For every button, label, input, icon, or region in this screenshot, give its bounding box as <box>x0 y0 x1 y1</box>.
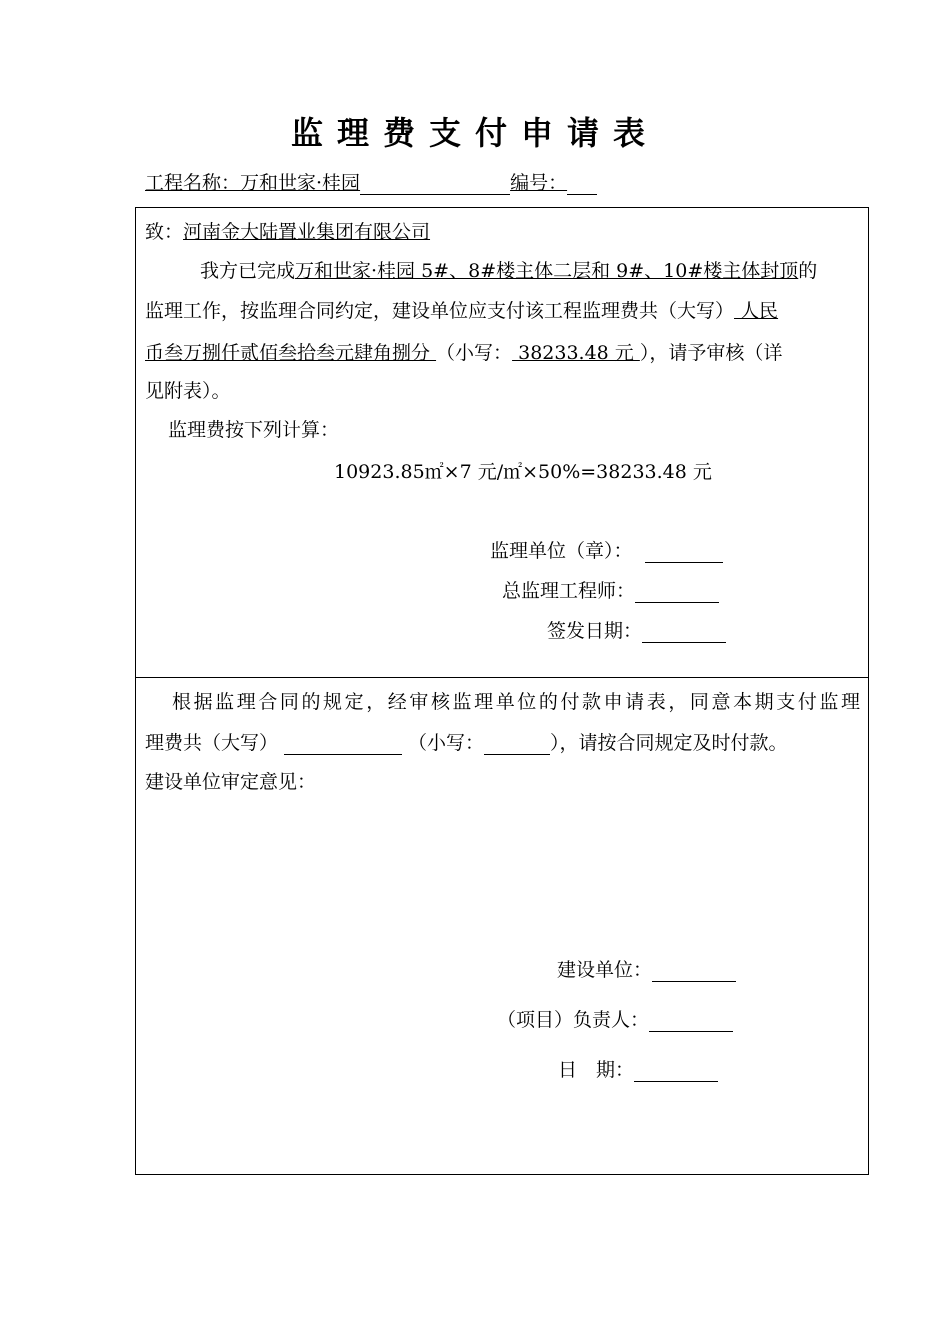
amount-upper-end: 币叁万捌仟贰佰叁拾叁元肆角捌分 <box>145 342 437 364</box>
supervision-unit-label: 监理单位（章）： <box>490 540 633 562</box>
addressee-label: 致： <box>145 221 184 243</box>
project-leader-blank <box>649 1011 733 1032</box>
supervision-unit-sign-line <box>490 539 723 563</box>
chief-engineer-blank <box>635 582 719 603</box>
approval-line-1: 根据监理合同的规定，经审核监理单位的付款申请表，同意本期支付监理 <box>172 691 860 713</box>
p2-text: 监理工作，按监理合同约定，建设单位应支付该工程监理费共（大写） <box>145 300 735 322</box>
approval-post: ），请按合同规定及时付款。 <box>550 732 788 754</box>
calc-label: 监理费按下列计算： <box>168 419 340 441</box>
issue-date-label: 签发日期： <box>547 620 643 642</box>
supervision-unit-blank <box>645 542 723 563</box>
approval-upper-blank <box>284 734 402 755</box>
approval-opinion-label: 建设单位审定意见： <box>145 771 317 793</box>
project-number-label: 编号： <box>510 172 568 194</box>
project-name-value: 万和世家·桂园 <box>240 172 361 194</box>
project-line <box>145 168 597 195</box>
construction-unit-sign-line <box>557 958 736 982</box>
amount-upper-start: 人民 <box>734 300 779 322</box>
approval-upper-label: 理费共（大写） <box>145 732 279 754</box>
application-paragraph-line-2 <box>145 299 778 323</box>
application-paragraph-line-4: 见附表）。 <box>145 380 231 402</box>
issue-date-sign-line <box>547 619 726 643</box>
construction-unit-label: 建设单位： <box>557 959 653 981</box>
page-title: 监理费支付申请表 <box>290 114 659 152</box>
project-number-blank <box>567 174 597 195</box>
amount-small-value: 38233.48 元 <box>512 342 640 364</box>
project-name-blank <box>360 174 510 195</box>
fee-formula: 10923.85㎡×7 元/㎡×50%=38233.48 元 <box>334 461 712 483</box>
chief-engineer-sign-line <box>502 579 719 603</box>
project-leader-sign-line <box>497 1008 733 1032</box>
application-paragraph-line-1 <box>200 259 817 283</box>
p3-post: ），请予审核（详 <box>639 342 783 364</box>
construction-unit-blank <box>652 961 736 982</box>
addressee-value: 河南金大陆置业集团有限公司 <box>183 221 431 243</box>
project-name-label: 工程名称： <box>145 172 241 194</box>
application-paragraph-line-3 <box>145 341 782 365</box>
chief-engineer-label: 总监理工程师： <box>502 580 636 602</box>
project-leader-label: （项目）负责人： <box>497 1009 650 1031</box>
approval-date-label: 日 期： <box>558 1059 635 1081</box>
approval-small-blank <box>484 734 550 755</box>
amount-small-label: （小写： <box>436 342 513 364</box>
approval-date-sign-line <box>558 1058 718 1082</box>
issue-date-blank <box>642 622 726 643</box>
completed-work: 万和世家·桂园 5#、8#楼主体二层和 9#、10#楼主体封顶 <box>295 260 799 282</box>
approval-date-blank <box>634 1061 718 1082</box>
approval-small-label: （小写： <box>408 732 485 754</box>
p1-pre: 我方已完成 <box>200 260 296 282</box>
approval-line-2 <box>145 731 788 755</box>
addressee-line <box>145 220 430 244</box>
p1-post: 的 <box>798 260 818 282</box>
